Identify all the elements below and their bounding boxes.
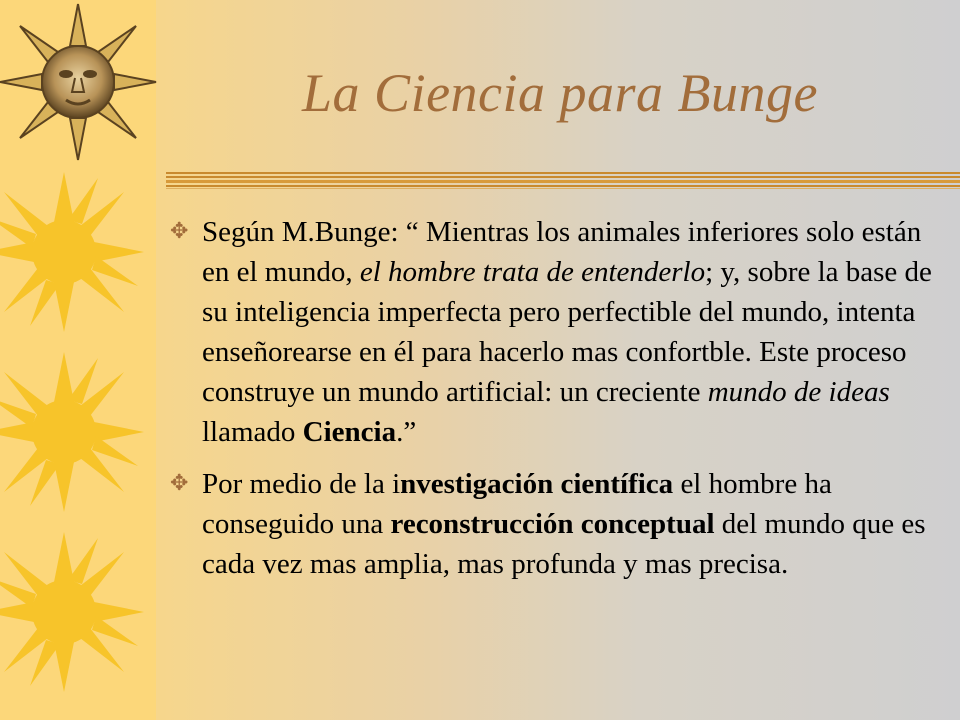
- bullet-list: [170, 212, 950, 584]
- asterisk-bullet-icon: ✥: [170, 471, 189, 496]
- sun-decorations: [0, 0, 160, 720]
- bullet-item: ✥ Por medio de la investigación científica el hombre ha conseguido una reconstrucción conceptual del mundo que es cada vez mas amplia, mas profunda y mas precisa.: [170, 464, 950, 584]
- sun-icon: [0, 352, 144, 512]
- slide-title: La Ciencia para Bunge: [302, 63, 818, 123]
- asterisk-bullet-icon: ✥: [170, 219, 189, 244]
- bullet-item: ✥ Según M.Bunge: “ Mientras los animales inferiores solo están en el mundo, el hombre trata de entenderlo; y, sobre la base de su inteligencia imperfecta pero perfectible del mundo, intenta enseñorearse en él para hacerlo mas confortble. Este proceso construye un mundo artificial: un creciente mundo de ideas llamado Ciencia.”: [170, 212, 950, 452]
- sun-icon: [0, 172, 144, 332]
- title-divider: [166, 172, 960, 190]
- sun-icon: [0, 532, 144, 692]
- sun-face-icon: [0, 4, 156, 160]
